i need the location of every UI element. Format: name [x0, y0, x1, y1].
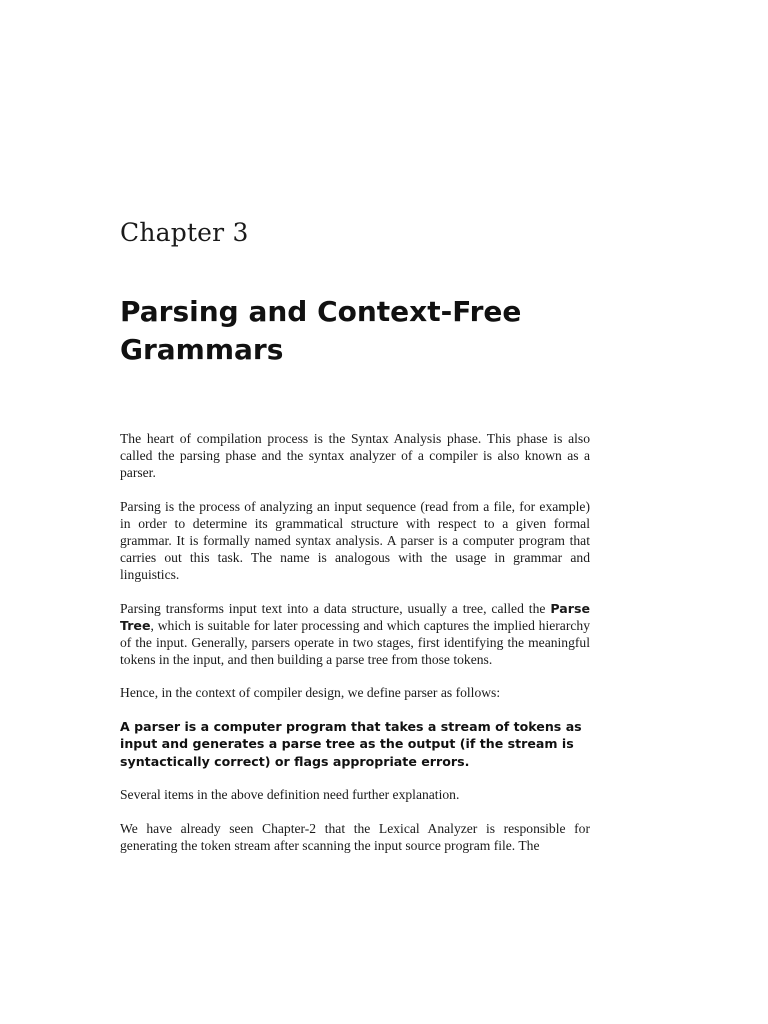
paragraph-intro: The heart of compilation process is the Syntax Analysis phase. This phase is also called the parsing phase and the syntax analyzer of a compiler is also known as a parser. — [120, 431, 590, 481]
paragraph-parse-tree — [120, 600, 590, 669]
chapter-label: Chapter 3 — [120, 218, 249, 247]
paragraph-lexical-analyzer: We have already seen Chapter-2 that the Lexical Analyzer is responsible for generating the token stream after scanning the input source program file. The — [120, 820, 590, 853]
paragraph-further-explanation: Several items in the above definition need further explanation. — [120, 787, 460, 803]
body-text — [120, 430, 590, 870]
paragraph-parse-tree-start: Parsing transforms input text into a data structure, usually a tree, called the — [120, 600, 551, 616]
parse-tree-term: Parse Tree — [120, 600, 590, 633]
paragraph-parsing-definition: Parsing is the process of analyzing an input sequence (read from a file, for example) in order to determine its grammatical structure with respect to a given formal grammar. It is formally named syntax analysis. A parser is a computer program that carries out this task. The name is analogous with the usage in grammar and linguistics. — [120, 498, 590, 583]
paragraph-hence: Hence, in the context of compiler design, we define parser as follows: — [120, 685, 501, 701]
paragraph-parse-tree-end: , which is suitable for later processing and which captures the implied hierarchy of the input. Generally, parsers operate in two stages, first identifying the meaningful tokens in the input, and then building a parse tree from those tokens. — [120, 617, 590, 668]
chapter-title: Parsing and Context-Free Grammars — [120, 295, 522, 366]
parser-definition: A parser is a computer program that takes a stream of tokens as input and generates a parse tree as the output (if the stream is syntactically correct) or flags appropriate errors. — [120, 718, 582, 769]
